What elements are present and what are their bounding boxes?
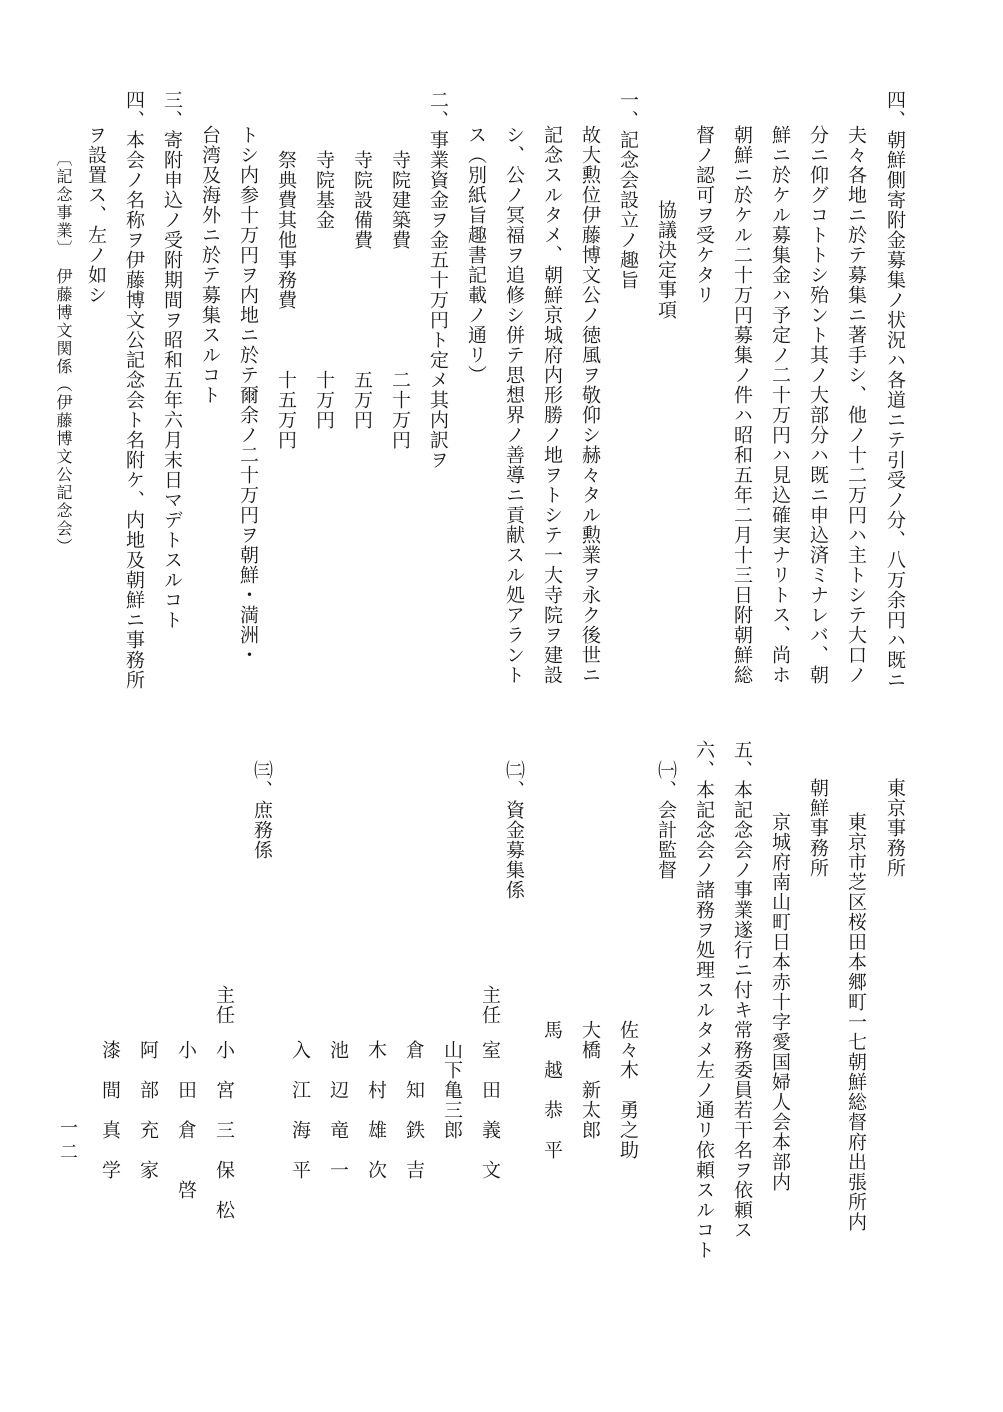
upper-line-1: 四、朝鮮側寄附金募集ノ状況ハ各道ニテ引受ノ分、八万余円ハ既ニ [884,90,906,690]
upper-line-19: 台湾及海外ニ於テ募集スルコト [199,125,221,405]
member-name: 小 田 倉 啓 [175,1040,197,1200]
item-4-text: 四、本会ノ名称ヲ伊藤博文公記念会ト名附ケ、内地及朝鮮ニ事務所 [123,90,145,690]
page-number: 一二 [57,1118,78,1166]
budget-building: 寺院建築費 二十万円 [389,150,411,450]
member-name: 池 辺 竜 一 [327,1040,349,1180]
chief-label: 主任 [213,985,235,1025]
budget-equipment: 寺院設備費 五万円 [351,150,373,430]
member-name: 漆 間 真 学 [99,1040,121,1180]
chief-label: 主任 [479,985,501,1025]
upper-line-3: 分ニ仰グコトトシ殆ント其ノ大部分ハ既ニ申込済ミナレバ、朝 [807,125,829,685]
member-name: 小 宮 三 保 松 [213,1040,235,1220]
member-name: 倉 知 鉄 吉 [403,1040,425,1180]
item-6-text: 六、本記念会ノ諸務ヲ処理スルタメ左ノ通リ依頼スルコト [693,740,715,1260]
upper-line-5: 朝鮮ニ於ケル二十万円募集ノ件ハ昭和五年二月十三日附朝鮮総 [731,125,753,685]
member-name: 阿 部 充 家 [137,1040,159,1180]
member-name: 山下亀三郎 [441,1040,463,1140]
budget-ceremony: 祭典費其他事務費 十五万円 [275,150,297,450]
upper-line-2: 夫々各地ニ於テ募集ニ著手シ、他ノ十二万円ハ主トシテ大口ノ [845,125,867,685]
item-3-text: 三、寄附申込ノ受附期間ヲ昭和五年六月末日マデトスルコト [161,90,183,630]
upper-line-11: シ、公ノ冥福ヲ追修シ併テ思想界ノ善導ニ貢献スル処アラント [503,125,525,685]
member-name: 馬 越 恭 平 [541,1020,563,1160]
tokyo-office-label: 東京事務所 [884,778,906,878]
item-2-title: 二、事業資金ヲ金五十万円ト定メ其内訳ヲ [427,90,449,470]
upper-line-12: ス（別紙旨趣書記載ノ通リ） [465,125,487,385]
korea-office-address: 京城府南山町日本赤十字愛国婦人会本部内 [769,812,791,1192]
upper-line-9: 故大勲位伊藤博文公ノ徳風ヲ敬仰シ赫々タル勲業ヲ永ク後世ニ [579,125,601,685]
upper-line-4: 鮮ニ於ケル募集金ハ予定ノ二十万円ハ見込確実ナリトス、尚ホ [769,125,791,685]
budget-endowment: 寺院基金 十万円 [313,150,335,430]
agenda-heading: 協議決定事項 [655,200,677,320]
auditor-heading: ㈠、会計監督 [655,760,677,880]
fundraising-heading: ㈡、資金募集係 [503,760,525,900]
member-name: 入 江 海 平 [289,1040,311,1180]
general-affairs-heading: ㈢、庶務係 [251,760,273,860]
korea-office-label: 朝鮮事務所 [807,778,829,878]
upper-line-18: トシ内参十万円ヲ内地ニ於テ爾余ノ二十万円ヲ朝鮮・満洲・ [237,125,259,665]
upper-line-6: 督ノ認可ヲ受ケタリ [693,125,715,305]
member-name: 大橋 新太郎 [579,1020,601,1140]
upper-line-10: 記念スルタメ、朝鮮京城府内形勝ノ地ヲトシテ一大寺院ヲ建設 [541,125,563,685]
member-name: 木 村 雄 次 [365,1040,387,1180]
item-1-title: 一、記念会設立ノ趣旨 [617,90,639,290]
tokyo-office-address: 東京市芝区桜田本郷町一七朝鮮総督府出張所内 [845,812,867,1232]
running-footer: 〔記念事業〕 伊藤博文関係（伊藤博文公記念会） [54,150,73,556]
member-name: 佐々木 勇之助 [617,1020,639,1160]
item-5-text: 五、本記念会ノ事業遂行ニ付キ常務委員若干名ヲ依頼ス [731,740,753,1240]
member-name: 室 田 義 文 [479,1040,501,1180]
upper-line-22: ヲ設置ス、左ノ如シ [85,125,107,305]
